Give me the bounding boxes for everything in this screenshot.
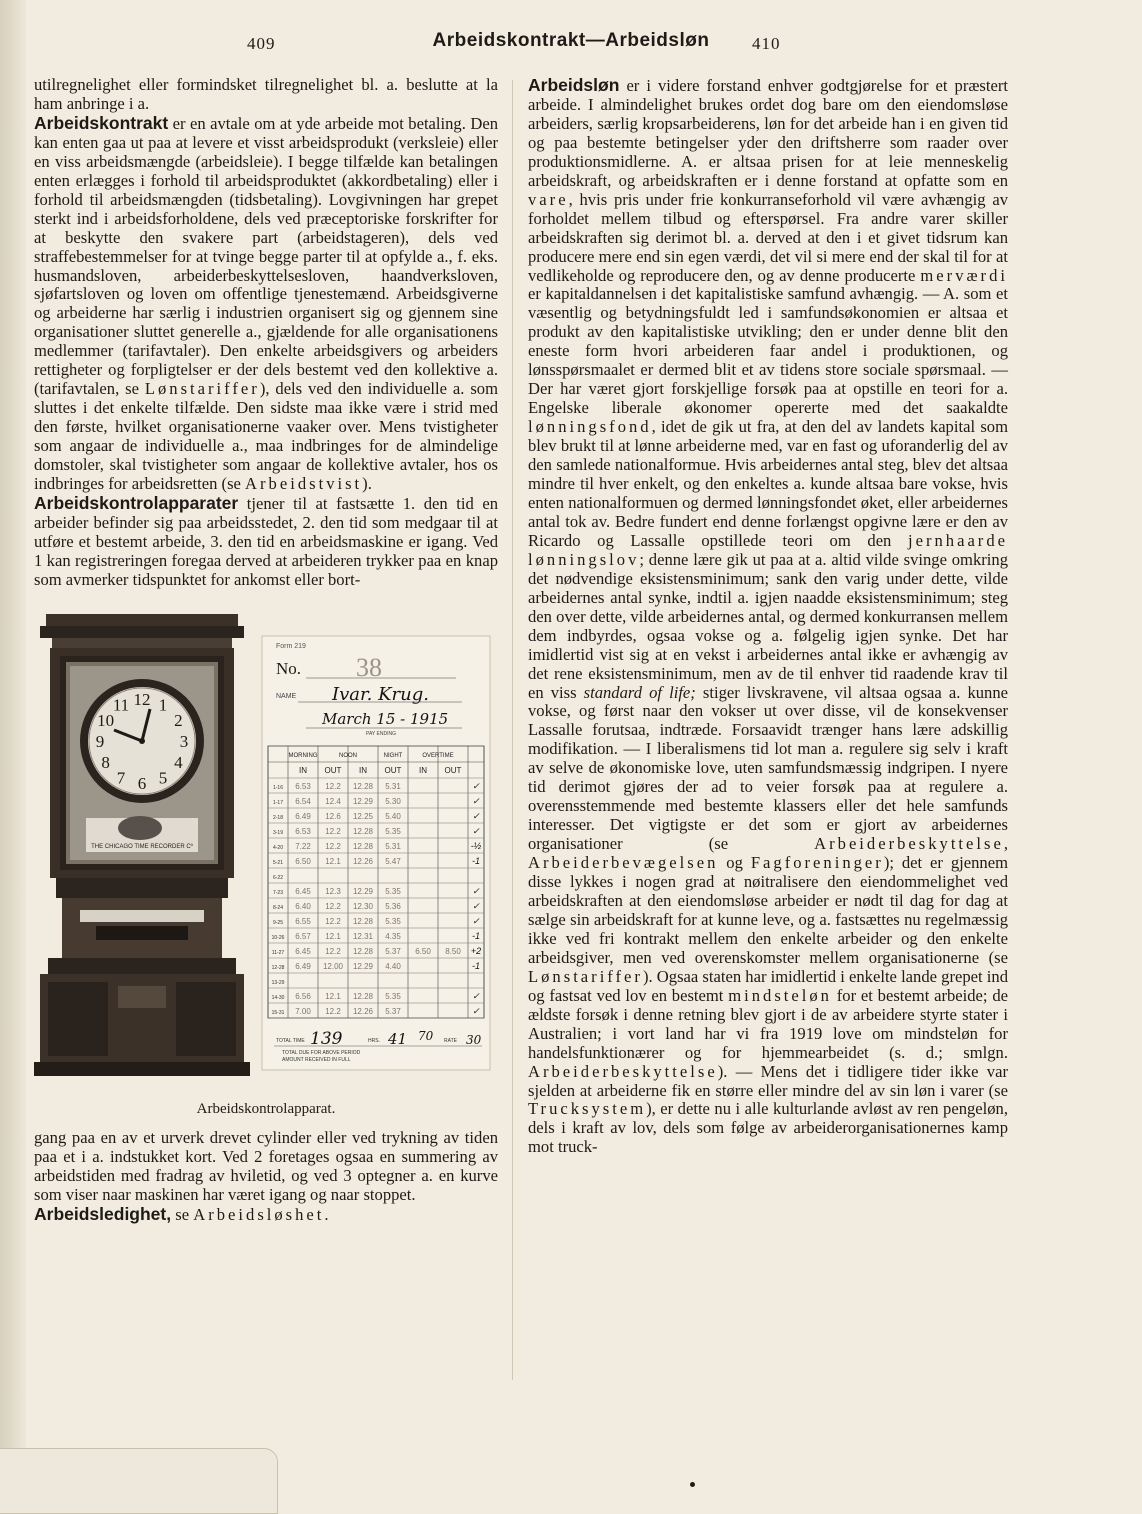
card-sub-header: OUT (384, 765, 402, 775)
card-time-stamp: 5.36 (385, 901, 401, 911)
card-time-stamp: 12.31 (352, 931, 374, 941)
card-day-label: 1-17 (272, 799, 284, 806)
headword-arbeidsledighet: Arbeidsledighet, (34, 1203, 172, 1224)
card-time-stamp: 5.37 (385, 946, 401, 956)
cross-reference: Trucksystem (528, 1099, 647, 1119)
clock-numeral: 11 (112, 695, 130, 715)
cross-reference: Lønstariffer (144, 379, 260, 399)
clock-numeral: 1 (158, 695, 168, 715)
card-check-mark: ✓ (472, 885, 480, 896)
card-time-stamp: 4.40 (385, 961, 401, 971)
clock-numeral: 10 (97, 710, 115, 730)
card-footer-received: AMOUNT RECEIVED IN FULL (282, 1056, 351, 1063)
clock-numeral: 5 (158, 768, 168, 788)
spaced-term: lønningsfond (528, 417, 652, 437)
cross-reference: Arbeiderbeskyttelse (528, 1061, 718, 1081)
time-clock-cabinet (34, 614, 250, 1076)
card-day-label: 3-19 (272, 829, 284, 836)
card-day-label: 14-30 (271, 994, 285, 1001)
card-check-mark: ✓ (472, 780, 480, 791)
card-check-mark: ✓ (472, 810, 480, 821)
card-time-stamp: 6.50 (415, 946, 431, 956)
left-column (34, 76, 498, 1224)
card-time-stamp: 5.35 (385, 886, 401, 896)
continuation-text: utilregnelighet eller formindsket tilregnelighet bl. a. beslutte at la ham anbringe i a. (34, 75, 498, 113)
hrs-value: 41 (388, 1029, 408, 1048)
time-clock-illustration (26, 606, 506, 1096)
card-footer-due: TOTAL DUE FOR ABOVE PERIOD (282, 1049, 361, 1056)
card-time-stamp: 6.55 (295, 916, 311, 926)
cross-reference: Arbeiderbevægelsen (528, 853, 719, 873)
page-gutter-shade (0, 0, 26, 1509)
card-check-mark: -1 (471, 855, 481, 866)
clock-numeral: 8 (101, 752, 110, 772)
card-check-mark: ✓ (472, 1005, 480, 1016)
cross-reference: Arbeiderbeskyttelse (814, 834, 1004, 854)
card-check-mark: +2 (470, 945, 482, 956)
card-time-stamp: 12.3 (325, 886, 341, 896)
page-number-left: 409 (247, 34, 276, 53)
card-time-stamp: 6.57 (295, 931, 311, 941)
card-sub-header: IN (419, 765, 427, 775)
cross-reference: Arbeidsløshet (193, 1204, 325, 1224)
card-time-stamp: 12.1 (325, 856, 341, 866)
card-time-stamp: 7.00 (295, 1006, 311, 1016)
headword-arbeidskontrakt: Arbeidskontrakt (34, 112, 169, 133)
cross-reference: Arbeidstvist (245, 474, 363, 494)
card-time-stamp: 12.2 (325, 916, 341, 926)
card-time-stamp: 6.54 (295, 796, 311, 806)
total-time-value: 139 (310, 1028, 343, 1049)
headword-arbeidslon: Arbeidsløn (528, 75, 620, 95)
card-time-stamp: 12.25 (352, 811, 374, 821)
card-time-stamp: 5.47 (385, 856, 401, 866)
card-sub-header: IN (359, 765, 367, 775)
spaced-term: vare (528, 189, 569, 209)
card-time-stamp: 12.28 (352, 916, 374, 926)
card-day-label: 4-20 (272, 844, 284, 851)
card-time-stamp: 5.31 (385, 841, 401, 851)
entry-text: ), er dette nu i alle kulturlande avløst av ren pengeløn, dels i kraft av lov, dels som følge av arbeiderorganisationernes kamp mot truck- (528, 1099, 1008, 1157)
entry-text: ), dels ved den individuelle a. som sluttes i det enkelte tilfælde. Den sidste maa ikke være i strid med den første, hvilket organisationerne vaaker over. Mens tvistigheter som angaar de individuelle a., maa indbringes for de almindelige domstoler, skal tvistigheter som angaar de kollektive avtaler, hos os indbringes for arbeidsretten (se (34, 379, 499, 494)
card-time-stamp: 12.26 (352, 856, 374, 866)
card-day-label: 7-23 (272, 889, 284, 896)
headword-arbeidskontrolapparater: Arbeidskontrolapparater (34, 492, 239, 513)
card-time-stamp: 6.53 (295, 781, 311, 791)
figure-caption: Arbeidskontrolapparat. (196, 1100, 336, 1117)
card-time-stamp: 5.30 (385, 796, 401, 806)
card-day-label: 15-31 (271, 1009, 285, 1016)
card-time-stamp: 7.22 (295, 841, 311, 851)
entry-text: ). Ogsaa staten har imidlertid i enkelte lande grepet ind og fastsat ved lov en bestemt (528, 966, 1008, 1005)
card-time-stamp: 12.29 (352, 886, 374, 896)
entry-text: tjener til at fastsætte 1. den tid en arbeider befinder sig paa arbeidsstedet, 2. den tid som medgaar til at utføre et bestemt arbeide, 3. den tid en arbeidsmaskine er igang. Ved 1 kan registreringen foregaa derved at arbeideren trykker paa en knap som avmerker tidspunktet for ankomst eller bort- (34, 493, 498, 589)
card-time-stamp: 12.2 (325, 901, 341, 911)
card-time-stamp: 5.35 (385, 991, 401, 1001)
entry-arbeidskontrolapparater (34, 494, 498, 590)
card-sub-header: IN (299, 765, 307, 775)
card-check-mark: ✓ (472, 795, 480, 806)
card-group-header: OVERTIME (422, 752, 454, 759)
clock-numeral: 12 (133, 689, 151, 709)
card-time-stamp: 6.50 (295, 856, 311, 866)
clock-numeral: 4 (174, 752, 183, 772)
entry-text: er en avtale om at yde arbeide mot betaling. Den kan enten gaa ut paa at levere et visst arbeidsprodukt (verksleie) eller en viss arbeidsmængde (arbeidsleie). I begge tilfælde kan betalingen enten erlægges i forhold til arbeidsproduktet (akkordbetaling) eller i forhold til arbeidsmængden (tidsbetaling). Lovgivningen har grepet sterkt ind i arbeidsforholdene, dels ved præceptoriske forskrifter for at beskytte den svakere part (arbeidstageren), dels ved straffebestemmelser for at tvinge begge parter til at opfylde a., f. eks. husmandsloven, arbeiderbeskyttelsesloven, haandverksloven, sjøfartsloven og loven om offentlige tjenestemænd. Arbeidsgiverne og arbeiderne har særlig i industrien organisert sig og gjennem sine organisationer sluttet generelle a., gjældende for alle organisationens medlemmer (tarifavtaler). Den enkelte arbeidsgivers og arbeiders rettigheter og forpligtelser er der dels bestemt ved den kollektive a. (tarifavtalen, se (34, 113, 498, 399)
right-column (528, 76, 1008, 1157)
card-day-label: 8-24 (272, 904, 284, 911)
card-sub-header: OUT (324, 765, 342, 775)
running-title: Arbeidskontrakt—Arbeidsløn (432, 30, 710, 51)
card-time-stamp: 5.31 (385, 781, 401, 791)
entry-text: og (718, 853, 751, 873)
card-time-stamp: 12.28 (352, 946, 374, 956)
card-time-stamp: 12.00 (322, 961, 344, 971)
card-time-stamp: 12.26 (352, 1006, 374, 1016)
page-speck (690, 1482, 695, 1487)
card-check-mark: ✓ (472, 900, 480, 911)
card-day-label: 11-27 (271, 949, 285, 956)
column-divider (512, 80, 513, 1380)
total-time-label: TOTAL TIME (276, 1037, 305, 1044)
card-sub-header: OUT (444, 765, 462, 775)
entry-arbeidsledighet (34, 1205, 498, 1225)
rate-label: RATE (444, 1037, 457, 1044)
card-day-label: 1-16 (272, 784, 284, 791)
entry-text: stiger livskravene, vil altsaa ogsaa a. kunne vokse, og først naar den vokser ut over disse, vil de konsekvenser Lassalle forutsaa, indtræde. Forsaavidt trænger hans lære adskillig modifikation. — I liberalismens tid lot man a. regulere sig selv i kraft av selve de økonomiske love, uten samfundsmæssig indgripen. I nyere tid derimot gjøres der ad to veier forsøk paa at regulere a. overensstemmende med bestemte klassers eller det hele samfunds interesser. Det vigtigste er det som er gjort av arbeidernes organisationer (se (528, 682, 1008, 854)
entry-arbeidskontrolapparater-continued: gang paa en av et urverk drevet cylinder eller ved trykning av tiden paa et i a. indstukket kort. Ved 2 foretages ogsaa en summering av arbeidstiden med fradrag av hviletid, og ved 3 optegner a. en kurve som viser naar maskinen har været igang og naar stoppet. (34, 1127, 498, 1204)
card-day-label: 12-28 (271, 964, 285, 971)
card-group-header: NOON (339, 752, 357, 759)
spaced-term: jernhaarde lønningslov (528, 530, 1008, 569)
card-time-stamp: 8.50 (445, 946, 461, 956)
card-time-stamp: 12.4 (325, 796, 341, 806)
card-time-stamp: 12.6 (325, 811, 341, 821)
card-check-mark: -1 (471, 930, 481, 941)
spaced-term: merværdi (920, 265, 1008, 285)
figure-time-clock (26, 606, 506, 1119)
card-check-mark: -½ (470, 840, 482, 851)
card-time-stamp: 5.37 (385, 1006, 401, 1016)
card-time-stamp: 12.2 (325, 826, 341, 836)
card-date-caption: PAY ENDING (366, 730, 397, 737)
card-time-stamp: 12.28 (352, 841, 374, 851)
card-time-stamp: 12.2 (325, 1006, 341, 1016)
card-time-stamp: 12.30 (352, 901, 374, 911)
card-time-stamp: 6.45 (295, 946, 311, 956)
card-time-stamp: 12.1 (325, 931, 341, 941)
hrs-label: HRS. (368, 1037, 380, 1044)
card-time-stamp: 5.40 (385, 811, 401, 821)
entry-text: er i videre forstand enhver godtgjørelse for et præstert arbeide. I almindelighet brukes ordet dog bare om den eiendomsløse arbeiders, særlig kropsarbeiderens, løn for det arbeide han i en given tid og paa bestemte betingelser yder den driftsherre som raader over produktionsmidlerne. A. er altsaa prisen for at leie menneskelig arbeidskraft, og arbeidskraften er i denne forstand at opfatte som en (528, 76, 1008, 190)
entry-text: . (324, 1204, 329, 1224)
entry-arbeidskontrakt (34, 114, 498, 494)
card-time-stamp: 12.2 (325, 946, 341, 956)
card-day-label: 9-25 (272, 919, 284, 926)
page-number-right: 410 (752, 34, 781, 53)
card-check-mark: ✓ (472, 825, 480, 836)
card-check-mark: ✓ (472, 990, 480, 1001)
entry-text: se (171, 1204, 194, 1224)
entry-text: for et bestemt arbeide; de ældste forsøk i denne retning blev gjort i de av arbeidere styrte stater i Australien; i vort land har vi fra 1919 love om mindsteløn for handelsfunktionærer og for hjemmearbeidet (s. d.; smlgn. (528, 985, 1008, 1062)
card-time-stamp: 6.49 (295, 961, 311, 971)
card-day-label: 13-29 (271, 979, 285, 986)
card-day-label: 6-22 (272, 874, 284, 881)
card-time-stamp: 6.49 (295, 811, 311, 821)
clock-maker-label: THE CHICAGO TIME RECORDER Cº (91, 843, 193, 850)
card-form-label: Form 219 (276, 642, 306, 650)
clock-numeral: 2 (174, 710, 183, 730)
card-time-stamp: 12.2 (325, 841, 341, 851)
rate-value: 30 (466, 1032, 482, 1047)
page-tab-edge (0, 1448, 278, 1514)
entry-arbeidslon (528, 76, 1008, 1157)
cross-reference: Lønstariffer (528, 966, 643, 986)
card-time-stamp: 12.2 (325, 781, 341, 791)
entry-text: , hvis pris under frie konkurranseforhold vil være avhængig av forholdet mellem tilbud og efterspørsel. Fra andre varer skiller arbeidskraften sig derimot bl. a. derved at den i et givet tidsrum kan producere mere end sin egen værdi, det vil si mere end der skal til for at vedlikeholde og reproducere den, og av denne producerte (528, 189, 1008, 285)
card-time-stamp: 5.35 (385, 826, 401, 836)
card-time-stamp: 12.28 (352, 826, 374, 836)
clock-numeral: 9 (95, 731, 105, 751)
time-card (262, 636, 490, 1070)
card-time-stamp: 5.35 (385, 916, 401, 926)
card-time-stamp: 6.40 (295, 901, 311, 911)
entry-text: , idet de gik ut fra, at den del av landets kapital som blev brukt til at lønne arbeiderne med, var en fast og uforanderlig del av den samlede nationalformue. Hvis arbeidernes antal steg, blev det altsaa mindre til hver enkelt, og den enkeltes a. kunde altsaa bare vokse, hvis enten nationalformuen og dermed lønningsfondet øket, eller arbeidernes antal tok av. Bedre fundert end denne forlængst opgivne lære er den av Ricardo og Lassalle opstillede teori om den (528, 417, 1008, 550)
card-time-stamp: 12.29 (352, 961, 374, 971)
clock-numeral: 3 (179, 731, 189, 751)
card-day-label: 10-26 (271, 934, 285, 941)
card-name-label: NAME (276, 692, 297, 700)
card-number-label: No. (276, 658, 302, 678)
entry-text: ). — Mens det i tidligere tider ikke var sjelden at arbeiderne fik en større eller mindre del av sin løn i varer (se (528, 1061, 1008, 1100)
cross-reference: Fagforeninger (750, 853, 884, 873)
italic-term: standard of life; (583, 682, 696, 702)
card-check-mark: ✓ (472, 915, 480, 926)
entry-text: ). (362, 474, 372, 494)
card-name-value: Ivar. Krug. (332, 683, 429, 705)
card-time-stamp: 4.35 (385, 931, 401, 941)
hrs-cents-value: 70 (418, 1028, 434, 1043)
card-date-value: March 15 - 1915 (322, 709, 449, 728)
entry-text: ; denne lære gik ut paa at a. altid vilde svinge omkring det nødvendige eksistensminimum; sank den varig under dette, vilde arbeidernes antal synke, indtil a. igjen naadde eksistensminimum; steg den over dette, vilde arbeidernes antal, og dermed konkurransen mellem dem indbyrdes, ogsaa vokse og a. følgelig igjen synke. Det har imidlertid vist sig at en vekst i arbeidernes antal ikke er avhængig av det rene eksistensminimum, men av de til enhver tid raadende krav til en viss (528, 549, 1008, 702)
card-check-mark: -1 (471, 960, 481, 971)
card-time-stamp: 6.45 (295, 886, 311, 896)
spaced-term: mindsteløn (728, 985, 832, 1005)
card-time-stamp: 12.29 (352, 796, 374, 806)
card-number-value: 38 (356, 652, 382, 682)
clock-numeral: 6 (137, 773, 147, 793)
card-time-stamp: 12.1 (325, 991, 341, 1001)
card-group-header: NIGHT (383, 752, 403, 759)
card-time-stamp: 6.56 (295, 991, 311, 1001)
card-day-label: 5-21 (272, 859, 284, 866)
card-time-stamp: 6.53 (295, 826, 311, 836)
card-group-header: MORNING (288, 752, 318, 759)
entry-text: , (1003, 834, 1008, 854)
card-day-label: 2-18 (272, 814, 284, 821)
card-time-stamp: 12.28 (352, 781, 374, 791)
card-time-stamp: 12.28 (352, 991, 374, 1001)
entry-text: er kapitaldannelsen i det kapitalistiske samfund avhængig. — A. som et væsentlig og betydningsfuldt led i samfundsøkonomien er altsaa et produkt av den kapitalistiske utvikling; den er under denne blit den eneste form hvori arbeideren faar andel i produktionen, og lønsspørsmaalet er dermed blit et av tidens store sociale spørsmaal. — Der har været gjort forskjellige forsøk paa at opstille en teori for a. Engelske liberale økonomer opererte med det saakaldte (528, 284, 1008, 418)
running-header (0, 30, 1142, 60)
clock-numeral: 7 (116, 768, 126, 788)
entry-text: ); det er gjennem disse lykkes i nogen grad at nøitralisere den eiendommelighet ved arbeidskraften at den eiendomsløse arbeider er nødt til dag for dag at sælge sin arbeidskraft for at kunne leve, og a. fastsættes nu regelmæssig ikke ved fri kontrakt mellem den enkelte arbeider og den enkelte arbeidsgiver, men ved overenskomster mellem organisationerne (se (528, 853, 1008, 967)
